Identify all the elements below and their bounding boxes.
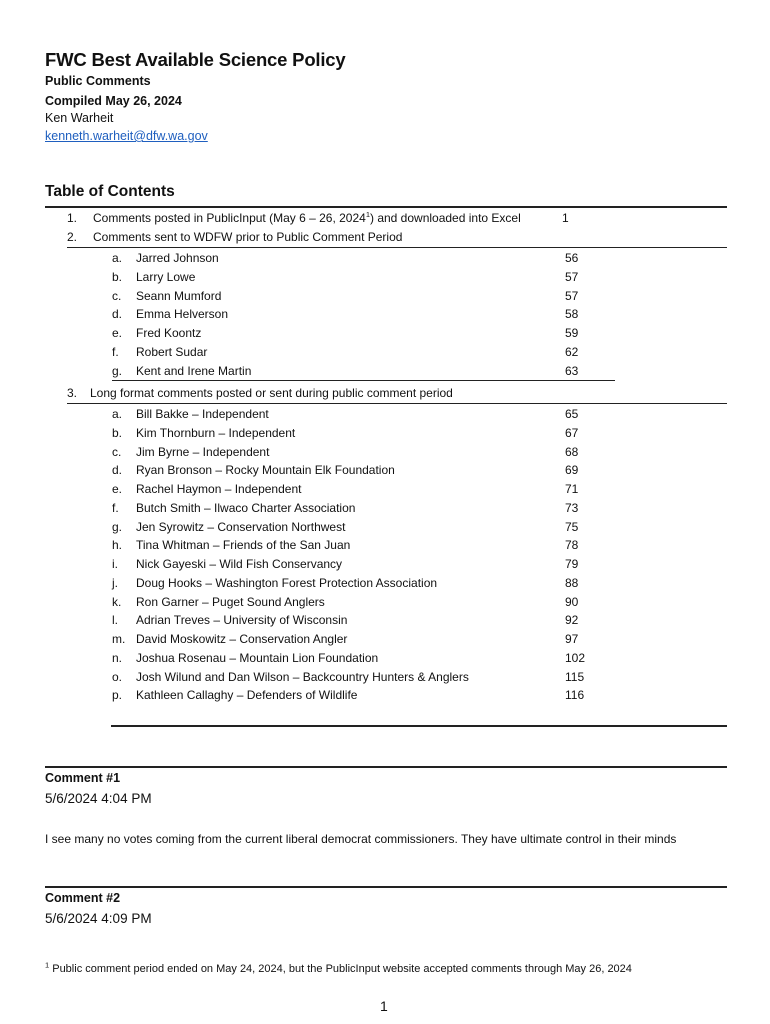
toc-entry-page: 75 [565, 519, 579, 534]
comment-1-date: 5/6/2024 4:04 PM [45, 791, 152, 806]
toc-top-rule [45, 206, 727, 208]
toc-entry-letter: b. [112, 425, 123, 440]
toc-entry-letter: i. [112, 557, 118, 571]
toc-entry-letter: d. [112, 463, 123, 478]
page-number: 1 [380, 998, 388, 1014]
toc-section-3-rule [67, 403, 727, 404]
toc-entry-name: Ryan Bronson – Rocky Mountain Elk Foundation [136, 463, 395, 478]
toc-entry-letter: e. [112, 326, 123, 341]
toc-section-2-text: Comments sent to WDFW prior to Public Comment Period [93, 230, 403, 244]
toc-entry-name: Josh Wilund and Dan Wilson – Backcountry Hunters & Anglers [136, 669, 469, 684]
toc-entry-name: Jim Byrne – Independent [136, 444, 270, 459]
toc-section-1-text-a: Comments posted in PublicInput (May 6 – 26, 2024 [93, 211, 366, 225]
comment-1-text: I see many no votes coming from the current liberal democrat commissioners. They have ultimate control in their minds [45, 832, 677, 846]
toc-entry-letter: j. [112, 575, 118, 590]
toc-entry-letter: a. [112, 251, 123, 265]
toc-entry-page: 67 [565, 425, 579, 440]
toc-entry-name: Doug Hooks – Washington Forest Protection Association [136, 575, 438, 590]
toc-entry-page: 92 [565, 613, 579, 628]
toc-entry-name: Jen Syrowitz – Conservation Northwest [136, 519, 346, 534]
comment-1-heading: Comment #1 [45, 771, 121, 785]
toc-section-3-text: Long format comments posted or sent during public comment period [90, 386, 453, 400]
comment-1-rule [45, 766, 727, 768]
toc-entry-page: 57 [565, 288, 579, 303]
comment-2-rule [45, 886, 727, 888]
toc-entry-page: 62 [565, 345, 579, 359]
toc-entry-name: Fred Koontz [136, 326, 202, 341]
toc-entry-letter: d. [112, 307, 123, 322]
toc-entry-page: 78 [565, 538, 579, 553]
toc-entry-letter: f. [112, 500, 119, 515]
toc-entry-letter: a. [112, 407, 123, 421]
toc-entry-page: 68 [565, 444, 579, 459]
toc-entry-page: 102 [565, 650, 586, 665]
toc-section-1-page: 1 [562, 211, 569, 225]
toc-entry-letter: b. [112, 269, 123, 284]
toc-section-1-text-b: ) and downloaded into Excel [370, 211, 521, 225]
toc-entry-name: Emma Helverson [136, 307, 229, 322]
footnote-mark: 1 [45, 960, 50, 970]
toc-entry-letter: g. [112, 363, 123, 378]
toc-entry-name: Nick Gayeski – Wild Fish Conservancy [136, 557, 343, 571]
toc-entry-page: 115 [565, 669, 585, 684]
toc-entry-name: Joshua Rosenau – Mountain Lion Foundation [136, 650, 379, 665]
toc-entry-page: 71 [565, 482, 579, 496]
document-title: FWC Best Available Science Policy [45, 49, 346, 70]
toc-entry-page: 116 [565, 688, 585, 703]
footnote-reference: 1 [365, 210, 370, 219]
toc-entry-letter: g. [112, 519, 123, 534]
author-email-link[interactable]: kenneth.warheit@dfw.wa.gov [45, 129, 208, 143]
toc-entry-page: 88 [565, 575, 579, 590]
toc-entry-name: Adrian Treves – University of Wisconsin [136, 613, 348, 628]
toc-entry-name: Seann Mumford [136, 288, 222, 303]
toc-entry-page: 59 [565, 326, 579, 341]
toc-entry-letter: e. [112, 482, 123, 496]
footnote-text: Public comment period ended on May 24, 2024, but the PublicInput website accepted comments through May 26, 2024 [49, 963, 632, 975]
toc-entry-page: 56 [565, 251, 579, 265]
toc-entry-page: 65 [565, 407, 579, 421]
toc-entry-letter: c. [112, 288, 122, 303]
toc-entry-name: Butch Smith – Ilwaco Charter Association [136, 500, 356, 515]
toc-entry-page: 57 [565, 269, 579, 284]
author-name: Ken Warheit [45, 111, 114, 125]
toc-entry-page: 63 [565, 363, 579, 378]
toc-entry-letter: p. [112, 688, 123, 703]
toc-entry-page: 79 [565, 557, 579, 571]
compiled-date: Compiled May 26, 2024 [45, 94, 182, 108]
document-subtitle: Public Comments [45, 74, 151, 88]
toc-title: Table of Contents [45, 183, 175, 200]
toc-entry-page: 58 [565, 307, 579, 322]
toc-section-2-end-rule [112, 380, 615, 381]
toc-entry-name: Kim Thornburn – Independent [136, 425, 296, 440]
toc-entry-letter: h. [112, 538, 123, 553]
toc-section-3-number: 3. [67, 386, 78, 400]
toc-entry-name: Bill Bakke – Independent [136, 407, 269, 421]
toc-entry-page: 90 [565, 594, 579, 609]
toc-entry-letter: k. [112, 594, 122, 609]
toc-entry-letter: n. [112, 650, 123, 665]
toc-entry-letter: l. [112, 613, 118, 628]
toc-bottom-rule [111, 725, 727, 727]
toc-entry-name: Tina Whitman – Friends of the San Juan [136, 538, 351, 553]
footnote [45, 960, 632, 975]
toc-entry-name: Kathleen Callaghy – Defenders of Wildlife [136, 688, 358, 703]
toc-entry-name: Robert Sudar [136, 345, 208, 359]
toc-entry-name: Rachel Haymon – Independent [136, 482, 302, 496]
toc-entry-page: 73 [565, 500, 579, 515]
toc-entry-name: Kent and Irene Martin [136, 363, 252, 378]
toc-entry-name: Larry Lowe [136, 269, 196, 284]
toc-entry-letter: f. [112, 345, 119, 359]
toc-section-2-number: 2. [67, 230, 78, 244]
comment-2-date: 5/6/2024 4:09 PM [45, 911, 152, 926]
toc-entry-letter: c. [112, 444, 122, 459]
toc-entry-page: 97 [565, 632, 579, 646]
toc-section-2-rule [67, 247, 727, 248]
toc-entry-name: Jarred Johnson [136, 251, 219, 265]
toc-section-1-number: 1. [67, 211, 78, 225]
toc-entry-letter: m. [112, 632, 126, 646]
toc-entry-name: Ron Garner – Puget Sound Anglers [136, 594, 325, 609]
toc-entry-name: David Moskowitz – Conservation Angler [136, 632, 348, 646]
toc-entry-page: 69 [565, 463, 579, 478]
toc-entry-letter: o. [112, 669, 123, 684]
comment-2-heading: Comment #2 [45, 891, 121, 905]
